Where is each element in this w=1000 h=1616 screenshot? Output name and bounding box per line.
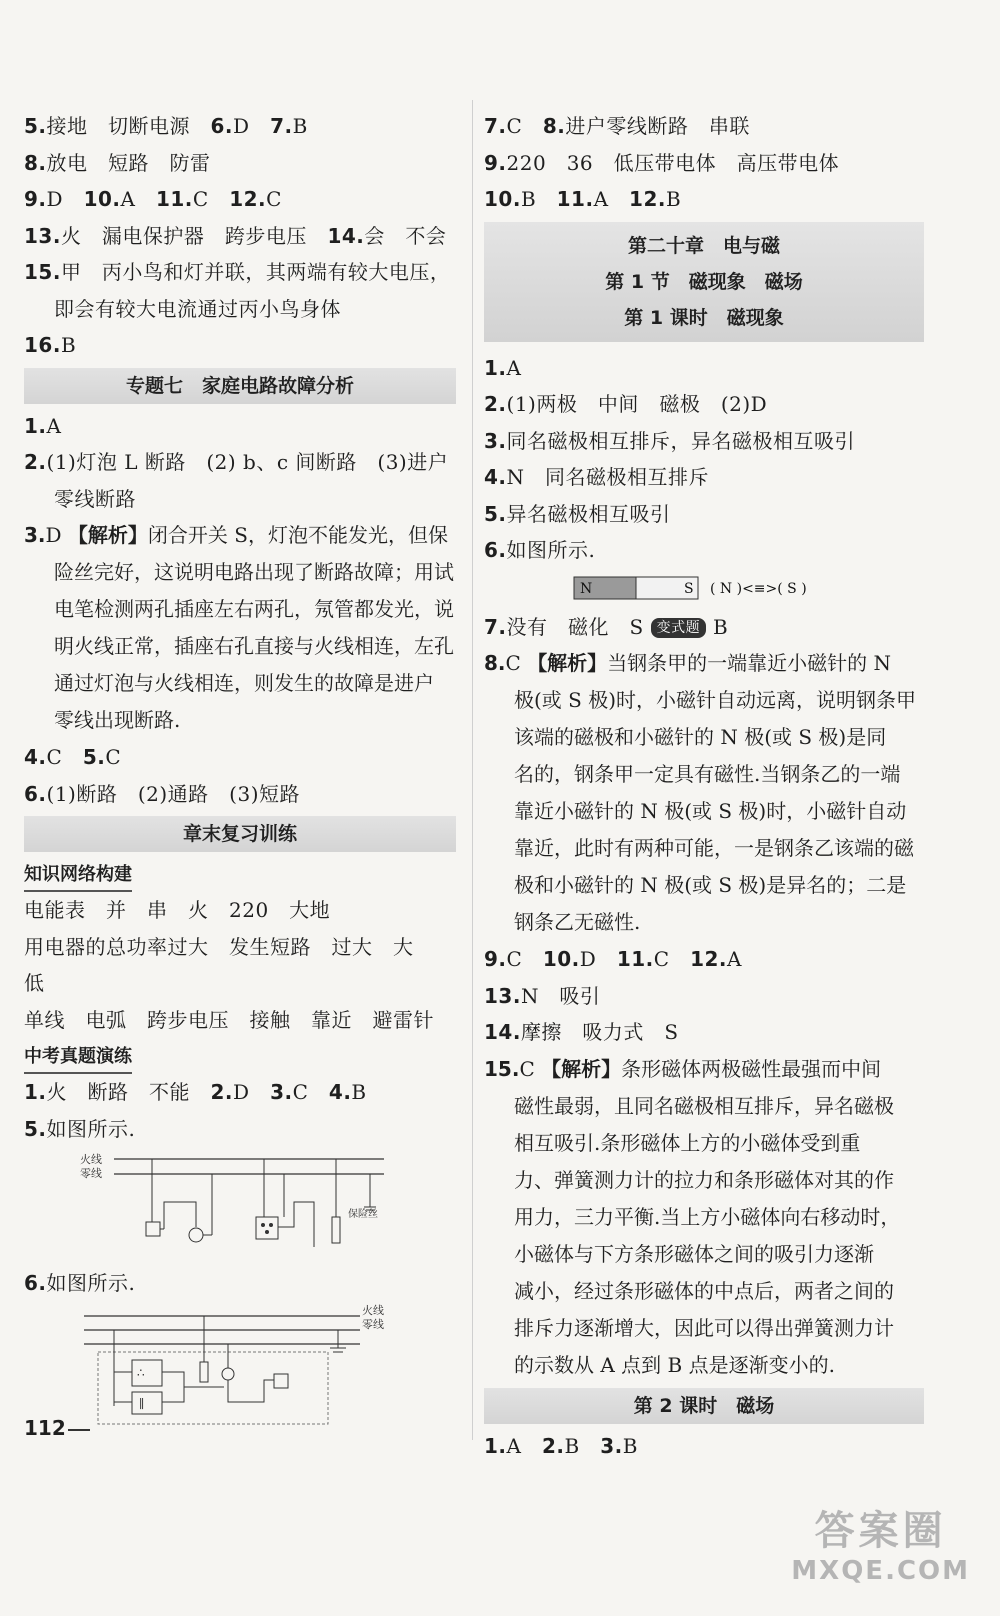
answer-line — [484, 941, 924, 978]
answer-line — [484, 978, 924, 1015]
lesson2-heading: 第 2 课时 磁场 — [484, 1388, 924, 1424]
answer-line — [24, 218, 456, 255]
q-number: 5. — [82, 745, 106, 769]
q-number: 3. — [600, 1433, 623, 1458]
answer-line — [24, 145, 456, 182]
q-text: C — [506, 114, 543, 138]
analysis-tag: 【解析】 — [527, 651, 608, 675]
q-number: 13. — [484, 983, 521, 1008]
q-text: A — [727, 947, 742, 971]
svg-text:∴: ∴ — [137, 1365, 145, 1380]
network-line: 用电器的总功率过大 发生短路 过大 大 — [24, 934, 414, 959]
explanation-line: 极(或 S 极)时，小磁针自动远离，说明钢条甲 — [514, 688, 917, 712]
q-number: 6. — [24, 781, 47, 806]
q-text: 没有 磁化 S — [506, 614, 644, 639]
right-column — [484, 108, 924, 1464]
q-text: A — [593, 187, 630, 211]
svg-text:∥: ∥ — [139, 1396, 145, 1411]
q-number: 6. — [484, 538, 507, 562]
lesson1-answers-more — [484, 941, 924, 1051]
q-number: 12. — [229, 187, 267, 211]
explanation-line: 的示数从 A 点到 B 点是逐渐变小的. — [514, 1352, 835, 1377]
q-text: 异名磁极相互吸引 — [506, 501, 671, 526]
answer-line — [484, 496, 924, 533]
q-text: B — [351, 1080, 367, 1104]
q-lead: C — [519, 1056, 535, 1081]
q-number: 14. — [484, 1020, 521, 1044]
analysis-tag: 【解析】 — [67, 523, 148, 547]
magnet-figure-svg — [484, 569, 924, 609]
q-text: 如图所示. — [46, 1116, 136, 1141]
knowledge-network-answers — [24, 892, 456, 1038]
topic-seven-answers-more — [24, 739, 456, 812]
q-tail: B — [712, 614, 729, 639]
q-text: 同名磁极相互排斥，异名磁极相互吸引 — [506, 428, 856, 453]
answer-line — [24, 327, 456, 364]
explanation-line: 小磁体与下方条形磁体之间的吸引力逐渐 — [514, 1241, 874, 1266]
watermark-logo-text: 答案圈 — [814, 1508, 947, 1554]
answer-line — [484, 1014, 924, 1051]
q-number: 4. — [24, 745, 47, 769]
q-text: 会 不会 — [364, 223, 447, 248]
q-number: 1. — [484, 1433, 507, 1458]
q-number: 4. — [328, 1080, 352, 1104]
answer-line — [484, 350, 924, 387]
page-number: 112 — [24, 1416, 90, 1440]
q-text: (1)灯泡 L 断路 (2) b、c 间断路 (3)进户 — [46, 450, 449, 474]
q-text: 放电 短路 防雷 — [46, 150, 211, 175]
explanation-line: 用力，三力平衡.当上方小磁体向右移动时， — [514, 1204, 901, 1229]
q-number: 2. — [541, 1433, 565, 1458]
q-number: 4. — [484, 465, 507, 489]
q-number: 1. — [24, 413, 47, 438]
q-text: 火 漏电保护器 跨步电压 — [60, 223, 328, 248]
q-text: B — [564, 1433, 601, 1458]
compass-needle: ( N )<≡>( S ) — [710, 580, 807, 597]
q-text: D — [233, 114, 271, 138]
answer-line — [24, 739, 456, 776]
explanation-line: 险丝完好，这说明电路出现了断路故障；用试 — [54, 560, 454, 584]
q-number: 6. — [210, 114, 234, 138]
q-number: 12. — [629, 187, 666, 211]
q-number: 15. — [484, 1056, 520, 1081]
q-text: (1)断路 (2)通路 (3)短路 — [46, 781, 301, 806]
q-number: 5. — [24, 114, 47, 138]
chapter-title: 第二十章 电与磁 — [627, 234, 780, 257]
q-text: C — [192, 187, 230, 211]
q-number: 15. — [24, 260, 61, 284]
explanation-line: 相互吸引.条形磁体上方的小磁体受到重 — [514, 1130, 861, 1155]
q-text: N 吸引 — [520, 983, 601, 1008]
q-number: 7. — [270, 114, 293, 138]
right-answers-top — [484, 108, 924, 218]
q-text: C — [653, 947, 691, 971]
explanation-line: 明火线正常，插座右孔直接与火线相连，左孔 — [54, 634, 454, 658]
watermark — [791, 1499, 970, 1586]
q-number: 10. — [83, 187, 121, 211]
answer-line — [484, 181, 924, 218]
explanation-line: 靠近小磁针的 N 极(或 S 极)时，小磁针自动 — [514, 799, 907, 823]
q-text: 火 断路 不能 — [46, 1080, 211, 1104]
explanation-line: 排斥力逐渐增大，因此可以得出弹簧测力计 — [514, 1315, 894, 1340]
exam-q6 — [24, 1265, 456, 1302]
q-text: A — [506, 355, 522, 380]
q-text: C — [292, 1080, 329, 1104]
q-text: D — [46, 187, 84, 211]
neutral-wire-label: 零线 — [80, 1167, 102, 1180]
exam-practice-subheading: 中考真题演练 — [24, 1042, 132, 1074]
q-number: 1. — [484, 355, 507, 380]
topic-seven-q3 — [24, 517, 456, 739]
q-number: 8. — [542, 114, 566, 138]
q-number: 8. — [484, 651, 506, 675]
magnet-figure — [484, 569, 924, 609]
neutral-wire-label: 零线 — [362, 1317, 384, 1331]
fuse-label: 保险丝 — [348, 1209, 378, 1220]
answer-line — [484, 386, 924, 423]
q-number: 12. — [690, 947, 727, 971]
q-number: 10. — [542, 947, 580, 971]
explanation-line: 通过灯泡与火线相连，则发生的故障是进户 — [54, 671, 434, 695]
q-text: C — [506, 947, 543, 971]
q-number: 3. — [484, 428, 507, 453]
q-number: 2. — [24, 450, 47, 474]
circuit-diagram-q5-svg — [24, 1147, 444, 1265]
q-text: B — [665, 187, 682, 211]
q-number: 7. — [484, 614, 507, 639]
q-text: 闭合开关 S，灯泡不能发光，但保 — [147, 523, 448, 547]
magnet-n-label: N — [580, 580, 593, 597]
q-number: 10. — [484, 187, 521, 211]
answer-line — [484, 423, 924, 460]
answer-line — [484, 1428, 924, 1465]
q-number: 11. — [556, 187, 594, 211]
knowledge-network-subheading: 知识网络构建 — [24, 860, 132, 892]
answer-line — [484, 459, 924, 496]
answer-line — [24, 408, 456, 445]
left-answers-top — [24, 108, 456, 364]
analysis-tag: 【解析】 — [541, 1056, 622, 1081]
answer-line — [24, 181, 456, 218]
q-number: 9. — [484, 947, 507, 971]
live-wire-label: 火线 — [80, 1153, 102, 1166]
q-number: 1. — [24, 1080, 47, 1104]
lesson-title: 第 1 课时 磁现象 — [624, 306, 784, 329]
lesson1-q8 — [484, 645, 924, 941]
explanation-line: 力、弹簧测力计的拉力和条形磁体对其的作 — [514, 1167, 894, 1192]
circuit-diagram-q6 — [24, 1302, 456, 1430]
q-text: C — [46, 745, 83, 769]
q-text: B — [292, 114, 308, 138]
q-text: 条形磁体两极磁性最强而中间 — [621, 1056, 882, 1081]
explanation-line: 减小，经过条形磁体的中点后，两者之间的 — [514, 1278, 894, 1303]
q-text: (1)两极 中间 磁极 (2)D — [506, 392, 768, 416]
q-text: B — [622, 1433, 638, 1458]
q-text: B — [60, 333, 77, 357]
q-number: 3. — [24, 523, 46, 547]
topic-seven-answers — [24, 408, 456, 518]
q-text: D — [233, 1080, 271, 1104]
answer-line — [24, 1074, 456, 1111]
answer-line — [24, 444, 456, 481]
explanation-line: 钢条乙无磁性. — [514, 910, 641, 934]
answer-line — [24, 481, 456, 518]
network-line: 电能表 并 串 火 220 大地 — [24, 898, 331, 922]
q-number: 7. — [484, 114, 507, 138]
answer-line — [24, 291, 456, 328]
magnet-s-label: S — [684, 580, 694, 597]
exam-practice-answers — [24, 1074, 456, 1147]
explanation-line: 零线出现断路. — [54, 708, 181, 732]
answer-line — [484, 108, 924, 145]
answer-line — [24, 1111, 456, 1148]
q-text: 如图所示. — [46, 1271, 136, 1295]
q-number: 14. — [327, 223, 365, 248]
q-text: 进户零线断路 串联 — [565, 114, 750, 138]
column-divider — [472, 100, 473, 1440]
q-text: A — [506, 1433, 542, 1458]
q-text: 甲 丙小鸟和灯并联，其两端有较大电压， — [60, 260, 451, 284]
q-text: 即会有较大电流通过丙小鸟身体 — [54, 296, 341, 321]
q-text: 零线断路 — [54, 486, 136, 511]
lesson2-answers — [484, 1428, 924, 1465]
q-lead: C — [505, 651, 521, 675]
q-number: 9. — [484, 150, 507, 175]
q-text: B — [520, 187, 557, 211]
q-text: A — [120, 187, 156, 211]
q-text: C — [266, 187, 282, 211]
chapter-review-heading: 章末复习训练 — [24, 816, 456, 852]
answer-line — [24, 108, 456, 145]
answer-line — [24, 254, 456, 291]
q-number: 16. — [24, 333, 61, 357]
topic-seven-heading: 专题七 家庭电路故障分析 — [24, 368, 456, 404]
q-text: N 同名磁极相互排斥 — [506, 465, 710, 489]
q-text: C — [105, 745, 122, 769]
q-number: 5. — [24, 1116, 47, 1141]
q-text: 当钢条甲的一端靠近小磁针的 N — [607, 651, 892, 675]
q-number: 2. — [484, 392, 507, 416]
q-number: 6. — [24, 1271, 47, 1295]
section-title: 第 1 节 磁现象 磁场 — [605, 270, 803, 293]
answer-line — [484, 532, 924, 569]
explanation-line: 该端的磁极和小磁针的 N 极(或 S 极)是同 — [514, 725, 887, 749]
q-number: 11. — [616, 947, 654, 971]
explanation-line: 极和小磁针的 N 极(或 S 极)是异名的；二是 — [514, 873, 907, 897]
explanation-line: 磁性最弱，且同名磁极相互排斥，异名磁极 — [514, 1093, 894, 1118]
lesson1-answers — [484, 350, 924, 569]
q-number: 9. — [24, 187, 47, 211]
network-line: 单线 电弧 跨步电压 接触 靠近 避雷针 — [24, 1007, 434, 1032]
answer-line — [24, 776, 456, 813]
q-number: 13. — [24, 223, 61, 248]
lesson1-q15 — [484, 1051, 924, 1384]
circuit-diagram-q5 — [24, 1147, 456, 1265]
answer-line — [484, 145, 924, 182]
watermark-url: MXQE.COM — [791, 1556, 970, 1586]
q-text: 如图所示. — [506, 538, 596, 562]
q-number: 2. — [210, 1080, 234, 1104]
variant-badge: 变式题 — [651, 618, 707, 638]
lesson1-q7 — [484, 609, 924, 646]
explanation-line: 靠近，此时有两种可能，一是钢条乙该端的磁 — [514, 836, 914, 860]
q-number: 3. — [270, 1080, 293, 1104]
q-number: 11. — [155, 187, 193, 211]
q-text: 摩擦 吸力式 S — [520, 1020, 679, 1044]
q-text: 接地 切断电源 — [46, 114, 211, 138]
explanation-line: 电笔检测两孔插座左右两孔，氖管都发光，说 — [54, 597, 454, 621]
chapter-heading-block — [484, 222, 924, 342]
q-lead: D — [45, 523, 62, 547]
live-wire-label: 火线 — [362, 1303, 384, 1317]
q-text: D — [579, 947, 617, 971]
q-text: A — [46, 413, 62, 438]
explanation-line: 名的，钢条甲一定具有磁性.当钢条乙的一端 — [514, 762, 901, 786]
network-line: 低 — [24, 971, 45, 995]
q-number: 5. — [484, 501, 507, 526]
circuit-diagram-q6-svg — [24, 1302, 444, 1430]
q-number: 8. — [24, 150, 47, 175]
left-column — [24, 108, 456, 1430]
q-text: 220 36 低压带电体 高压带电体 — [506, 150, 840, 175]
